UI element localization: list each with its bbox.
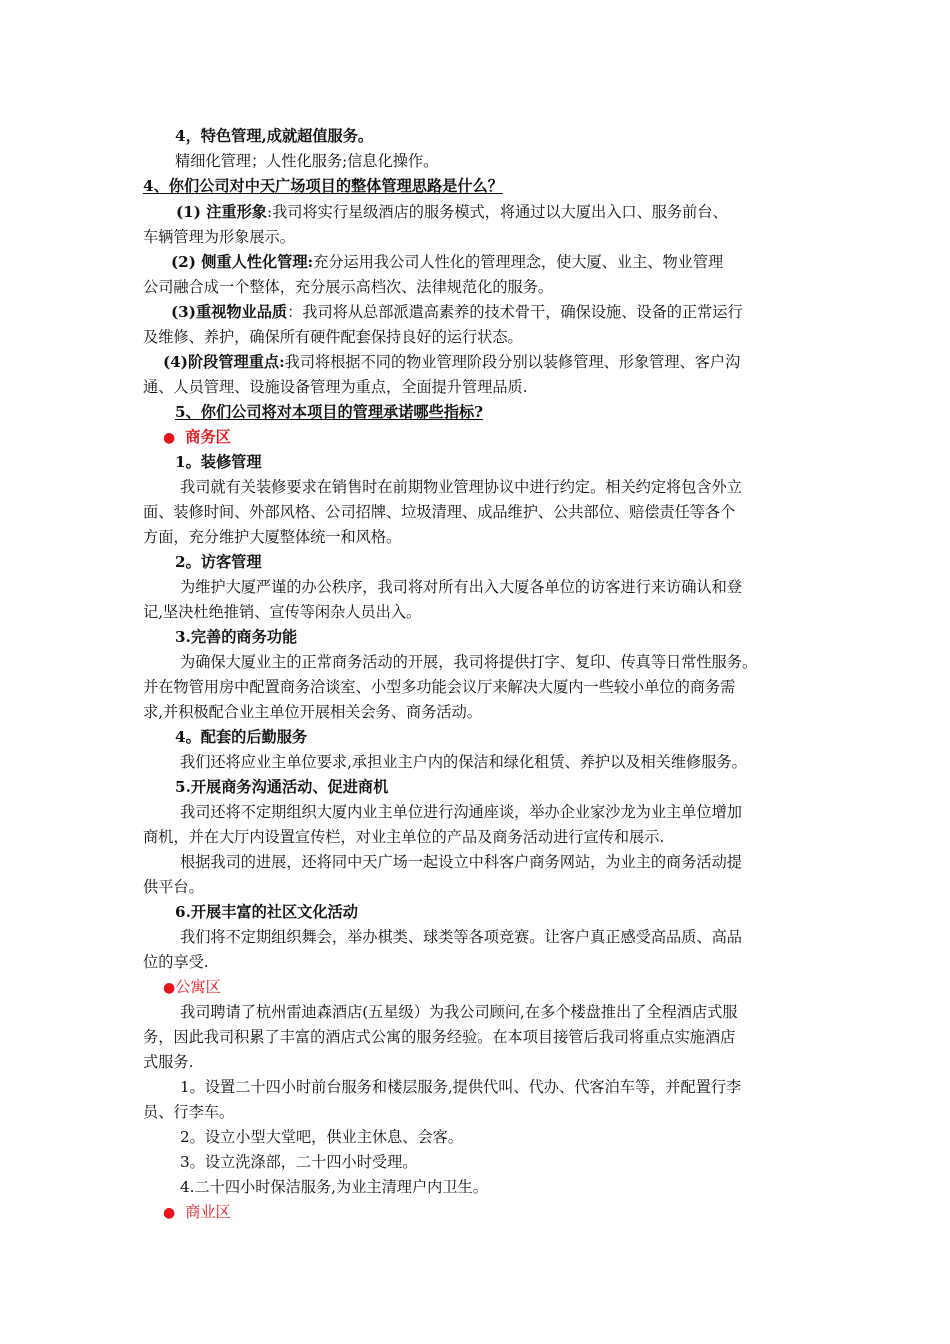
item-label: (3)重视物业品质 (171, 303, 288, 321)
paragraph-line: 我司还将不定期组织大厦内业主单位进行沟通座谈，举办企业家沙龙为业主单位增加 (180, 803, 742, 821)
list-item: 1。设置二十四小时前台服务和楼层服务,提供代叫、代办、代客泊车等，并配置行李 (180, 1078, 742, 1096)
paragraph-line: 我司聘请了杭州雷迪森酒店(五星级）为我公司顾问,在多个楼盘推出了全程酒店式服 (180, 1003, 738, 1021)
paragraph-line: 面、装修时间、外部风格、公司招牌、垃圾清理、成品维护、公共部位、赔偿责任等各个 (143, 503, 736, 521)
subsection-title: 1。装修管理 (175, 453, 262, 471)
item-text: 我司将根据不同的物业管理阶段分别以装修管理、形象管理、客户沟 (284, 353, 741, 371)
paragraph-line: 我司就有关装修要求在销售时在前期物业管理协议中进行约定。相关约定将包含外立 (180, 478, 742, 496)
paragraph-line: 位的享受. (143, 953, 209, 971)
item-label: (4)阶段管理重点: (163, 353, 285, 371)
subsection-title: 4。配套的后勤服务 (175, 728, 308, 746)
paragraph-line: 为确保大厦业主的正常商务活动的开展，我司将提供打字、复印、传真等日常性服务。 (180, 653, 758, 671)
list-item (143, 302, 743, 322)
item-label: (2) 侧重人性化管理: (171, 253, 314, 271)
paragraph-line: 记,坚决杜绝推销、宣传等闲杂人员出入。 (143, 603, 422, 621)
subsection-title: 2。访客管理 (175, 553, 262, 571)
list-item (143, 202, 728, 222)
paragraph-line: 我们还将应业主单位要求,承担业主户内的保洁和绿化租赁、养护以及相关维修服务。 (180, 753, 747, 771)
list-item (143, 352, 740, 372)
list-item-cont: 通、人员管理、设施设备管理为重点，全面提升管理品质. (143, 378, 528, 396)
question-heading: 4、你们公司对中天广场项目的整体管理思路是什么？ (143, 177, 503, 195)
subsection-title: 6.开展丰富的社区文化活动 (175, 903, 358, 921)
subsection-title: 3.完善的商务功能 (175, 628, 298, 646)
paragraph-line: 求,并积极配合业主单位开展相关会务、商务活动。 (143, 703, 482, 721)
paragraph-line: 我们将不定期组织舞会，举办棋类、球类等各项竞赛。让客户真正感受高品质、高品 (180, 928, 742, 946)
list-item: 2。设立小型大堂吧，供业主休息、会客。 (180, 1128, 464, 1146)
bullet-icon: ● (163, 1205, 176, 1221)
paragraph: 精细化管理；人性化服务;信息化操作。 (175, 152, 439, 170)
list-item-cont: 员、行李车。 (143, 1103, 235, 1121)
list-item-cont: 公司融合成一个整体，充分展示高档次、法律规范化的服务。 (143, 278, 554, 296)
paragraph-line: 供平台。 (143, 878, 204, 896)
zone-heading (163, 977, 221, 998)
bullet-icon: ● (163, 430, 176, 446)
list-item: 4.二十四小时保洁服务,为业主清理户内卫生。 (180, 1178, 488, 1196)
paragraph-line: 务，因此我司积累了丰富的酒店式公寓的服务经验。在本项目接管后我司将重点实施酒店 (143, 1028, 736, 1046)
list-item-cont: 及维修、养护，确保所有硬件配套保持良好的运行状态。 (143, 328, 523, 346)
item-text: 充分运用我公司人性化的管理理念，使大厦、业主、物业管理 (313, 253, 724, 271)
section-heading: 4，特色管理,成就超值服务。 (175, 127, 374, 145)
list-item: 3。设立洗涤部，二十四小时受理。 (180, 1153, 418, 1171)
list-item-cont: 车辆管理为形象展示。 (143, 228, 295, 246)
zone-label: 商业区 (185, 1203, 231, 1221)
zone-heading (163, 1202, 231, 1223)
paragraph-line: 式服务. (143, 1053, 194, 1071)
item-text: ：我司将从总部派遣高素养的技术骨干，确保设施、设备的正常运行 (287, 303, 743, 321)
zone-label: 公寓区 (175, 978, 221, 996)
item-label: (1) 注重形象 (176, 203, 267, 221)
paragraph-line: 根据我司的进展，还将同中天广场一起设立中科客户商务网站，为业主的商务活动提 (180, 853, 742, 871)
list-item (143, 252, 723, 272)
paragraph-line: 方面，充分维护大厦整体统一和风格。 (143, 528, 402, 546)
paragraph-line: 商机，并在大厅内设置宣传栏，对业主单位的产品及商务活动进行宣传和展示. (143, 828, 665, 846)
question-heading: 5、你们公司将对本项目的管理承诺哪些指标? (175, 403, 484, 421)
paragraph-line: 并在物管用房中配置商务洽谈室、小型多功能会议厅来解决大厦内一些较小单位的商务需 (143, 678, 736, 696)
subsection-title: 5.开展商务沟通活动、促进商机 (175, 778, 389, 796)
bullet-icon: ● (163, 980, 176, 996)
paragraph-line: 为维护大厦严谨的办公秩序，我司将对所有出入大厦各单位的访客进行来访确认和登 (180, 578, 742, 596)
item-text: :我司将实行星级酒店的服务模式，将通过以大厦出入口、服务前台、 (266, 203, 728, 221)
zone-label: 商务区 (185, 428, 231, 446)
zone-heading (163, 427, 231, 448)
